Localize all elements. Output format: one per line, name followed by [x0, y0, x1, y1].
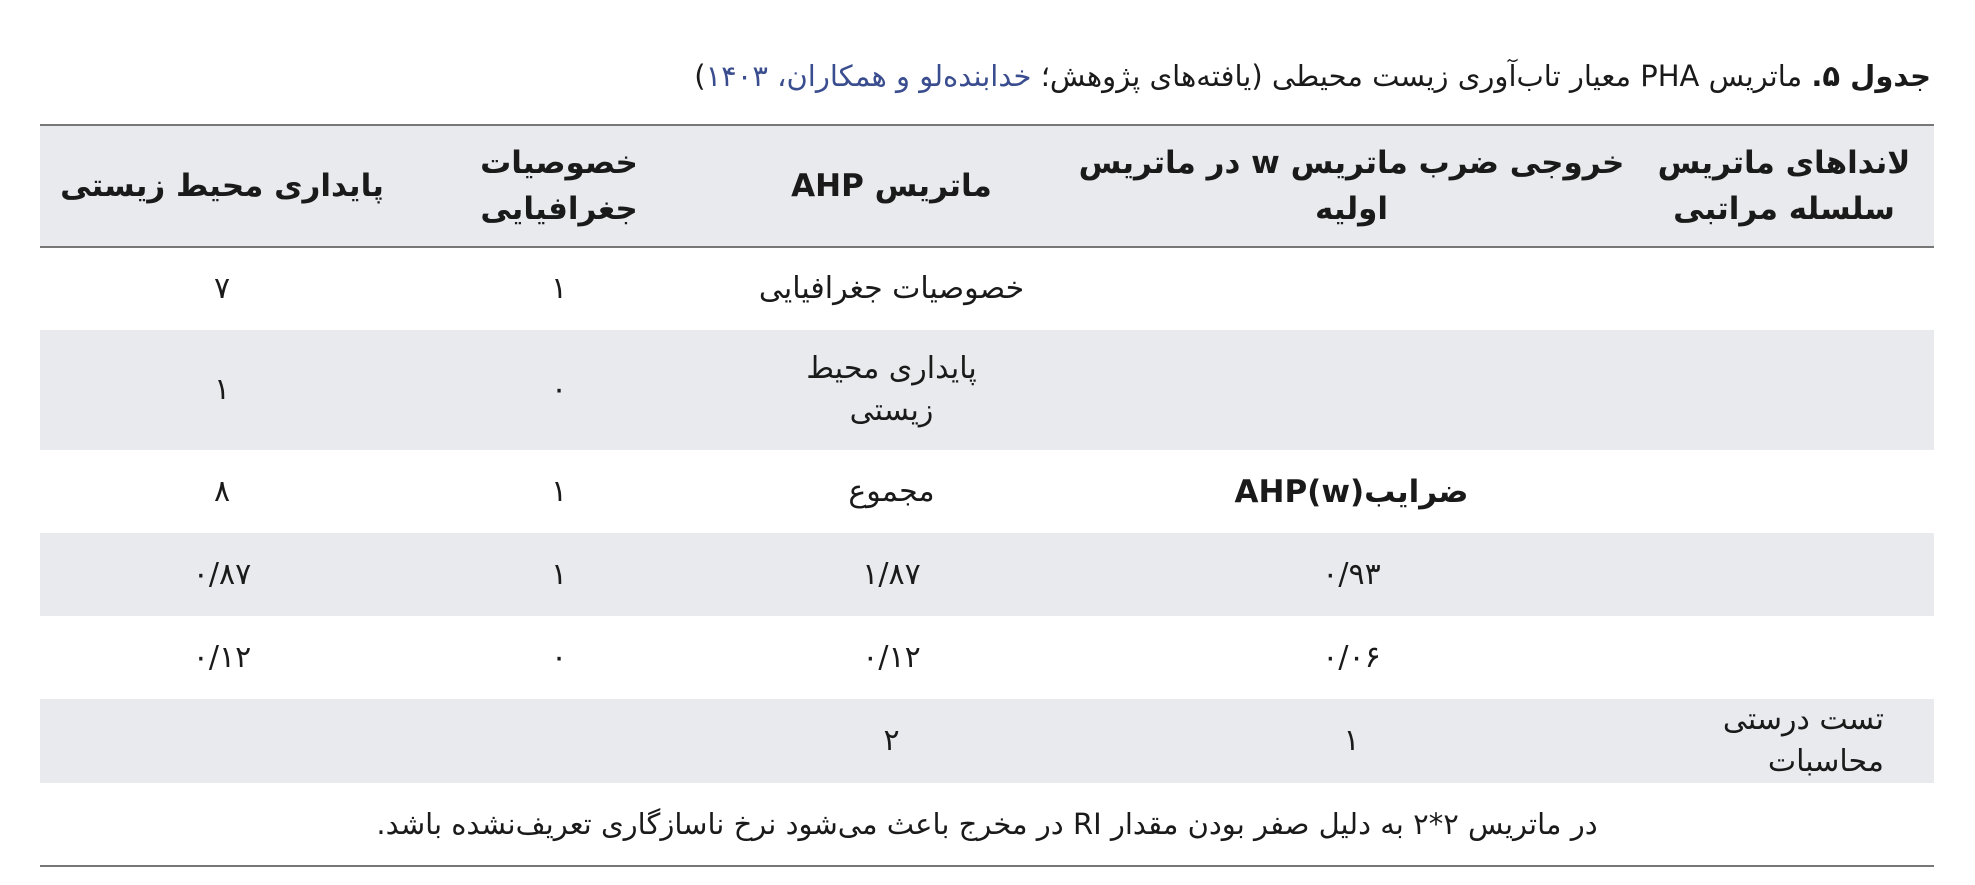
caption-close: ) [694, 59, 706, 93]
table-cell: مجموع [848, 473, 935, 509]
table-cell [1634, 533, 1934, 616]
table-cell: ۲ [714, 699, 1069, 783]
table-note-row [40, 783, 1934, 866]
table-cell [714, 330, 1069, 450]
table-cell [1634, 450, 1934, 533]
table-cell: ۸ [213, 473, 231, 509]
table-row [40, 247, 1934, 330]
table-cell [40, 699, 404, 783]
caption-text: ماتریس PHA معیار تاب‌آوری زیست محیطی (یافته‌های پژوهش؛ [1031, 59, 1812, 93]
table-cell: ۱ [404, 533, 714, 616]
table-cell [1069, 330, 1634, 450]
header-cell: پایداری محیط زیستی [40, 125, 404, 247]
table-cell [404, 699, 714, 783]
ahp-matrix-table [40, 124, 1934, 867]
table-row [40, 330, 1934, 450]
table-cell: ۰ [550, 639, 568, 675]
header-cell: لانداهای ماتریس سلسله مراتبی [1634, 125, 1934, 247]
table-cell: ۱ [1069, 699, 1634, 783]
table-note: در ماتریس ۲*۲ به دلیل صفر بودن مقدار RI در مخرج باعث می‌شود نرخ ناسازگاری تعریف‌نشده باشد. [40, 783, 1934, 866]
table-cell: ۰/۰۶ [1322, 639, 1381, 675]
table-cell: ۰ [404, 330, 714, 450]
table-cell: ۰/۸۷ [40, 533, 404, 616]
table-row [40, 450, 1934, 533]
table-cell: ۰/۱۲ [192, 639, 252, 675]
table-cell: ضرایب(w)AHP [1234, 473, 1469, 510]
table-cell: ۱ [550, 271, 568, 306]
table-cell: ۱ [550, 473, 568, 509]
table-cell: ۰/۹۳ [1069, 533, 1634, 616]
table-cell: ۷ [213, 271, 231, 306]
caption-citation[interactable]: خدابنده‌لو و همکاران، ۱۴۰۳ [705, 59, 1032, 93]
table-cell [1634, 247, 1934, 330]
table-cell [1634, 616, 1934, 699]
header-cell: خروجی ضرب ماتریس w در ماتریس اولیه [1069, 125, 1634, 247]
header-cell: خصوصیات جغرافیایی [404, 125, 714, 247]
table-cell: ۰/۱۲ [862, 639, 921, 675]
table-cell: تست درستی محاسبات [1634, 699, 1934, 783]
table-row [40, 533, 1934, 616]
header-cell: ماتریس AHP [714, 125, 1069, 247]
table-cell [1069, 247, 1634, 330]
table-cell: خصوصیات جغرافیایی [758, 271, 1025, 306]
table-row [40, 699, 1934, 783]
table-row [40, 616, 1934, 699]
table-header-row [40, 125, 1934, 247]
wrapped-cell-text: پایداری محیط زیستی [806, 351, 977, 428]
table-cell [1634, 330, 1934, 450]
caption-label: جدول ۵. [1811, 59, 1931, 93]
table-caption [41, 52, 1931, 100]
table-cell: ۱/۸۷ [714, 533, 1069, 616]
table-cell: ۱ [40, 330, 404, 450]
